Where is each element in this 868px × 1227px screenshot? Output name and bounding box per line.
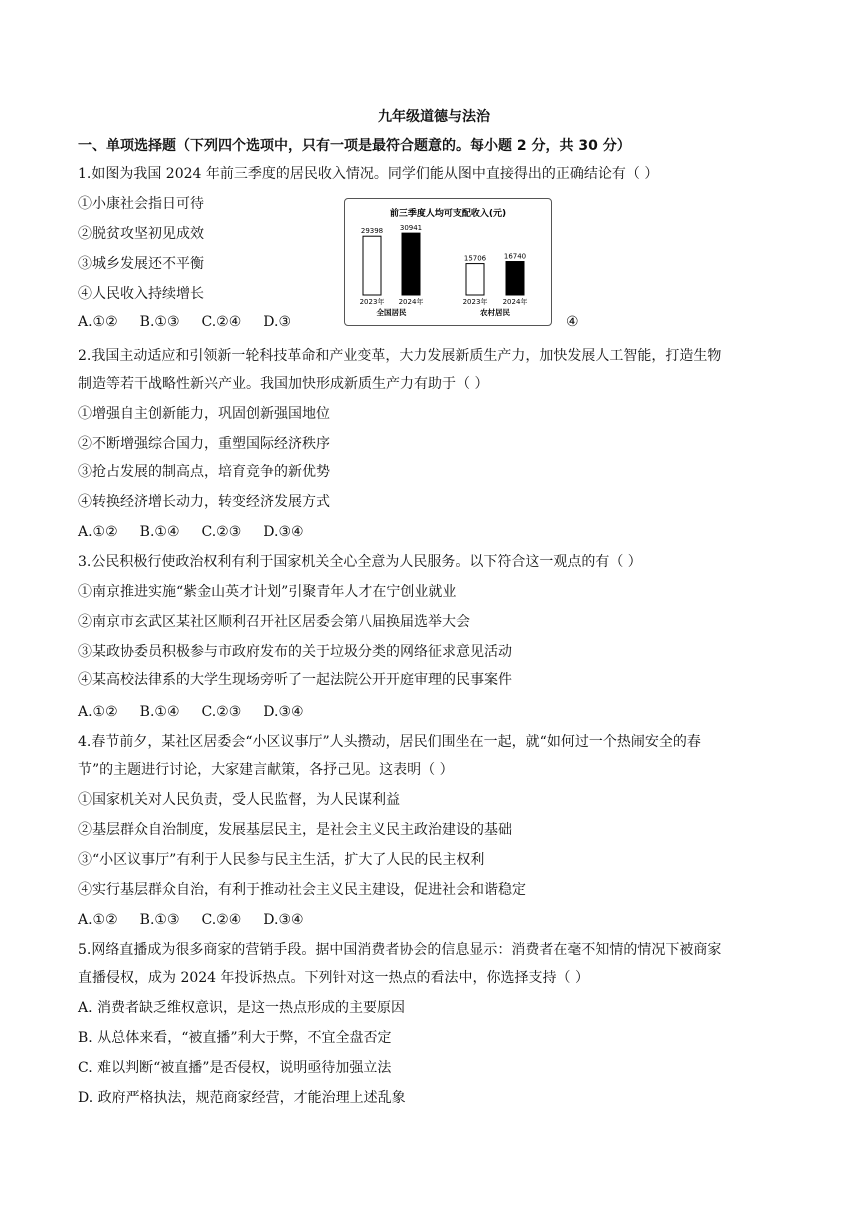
income-chart-svg bbox=[345, 199, 551, 325]
q2-options bbox=[78, 522, 326, 542]
q4-item-1: ①国家机关对人民负责，受人民监督，为人民谋利益 bbox=[78, 792, 400, 808]
income-chart bbox=[344, 198, 552, 326]
q4-item-4: ④实行基层群众自治，有利于推动社会主义民主建设，促进社会和谐稳定 bbox=[78, 882, 526, 898]
q4-stem-line1: 4.春节前夕，某社区居委会“小区议事厅”人头攒动，居民们围坐在一起，就“如何过一个热闹安全的春 bbox=[78, 734, 701, 750]
q4-option-d: D.③④ bbox=[263, 912, 304, 928]
q3-option-b: B.①④ bbox=[139, 704, 180, 720]
q3-option-a: A.①② bbox=[78, 704, 118, 720]
q5-option-d: D. 政府严格执法，规范商家经营，才能治理上述乱象 bbox=[78, 1090, 406, 1106]
q1-item-2: ②脱贫攻坚初见成效 bbox=[78, 226, 204, 242]
q3-item-2: ②南京市玄武区某社区顺利召开社区居委会第八届换届选举大会 bbox=[78, 614, 470, 630]
chart-group-label-1: 全国居民 bbox=[376, 308, 407, 317]
chart-bar-4 bbox=[506, 262, 524, 295]
chart-title: 前三季度人均可支配收入(元) bbox=[389, 209, 507, 219]
q2-option-d: D.③④ bbox=[263, 524, 304, 540]
q1-option-c: C.②④ bbox=[201, 314, 242, 330]
chart-bar-3 bbox=[466, 264, 484, 295]
q1-option-d: D.③ bbox=[263, 314, 292, 330]
q2-option-a: A.①② bbox=[78, 524, 118, 540]
q1-item-4: ④人民收入持续增长 bbox=[78, 286, 204, 302]
q1-options bbox=[78, 312, 313, 332]
q2-item-3: ③抢占发展的制高点，培育竞争的新优势 bbox=[78, 464, 330, 480]
q1-item-3: ③城乡发展还不平衡 bbox=[78, 256, 204, 272]
q2-item-4: ④转换经济增长动力，转变经济发展方式 bbox=[78, 494, 330, 510]
chart-value-label-2: 30941 bbox=[399, 224, 423, 233]
q2-option-c: C.②③ bbox=[201, 524, 242, 540]
q3-item-1: ①南京推进实施“紫金山英才计划”引聚青年人才在宁创业就业 bbox=[78, 584, 457, 600]
chart-group-label-2: 农村居民 bbox=[480, 308, 510, 317]
q2-item-2: ②不断增强综合国力，重塑国际经济秩序 bbox=[78, 436, 330, 452]
chart-bar-2 bbox=[402, 233, 420, 295]
q5-option-a: A. 消费者缺乏维权意识，是这一热点形成的主要原因 bbox=[78, 1000, 406, 1016]
q5-stem-line1: 5.网络直播成为很多商家的营销手段。据中国消费者协会的信息显示：消费者在毫不知情的情况下被商家 bbox=[78, 942, 722, 958]
q3-option-c: C.②③ bbox=[201, 704, 242, 720]
q4-item-3: ③“小区议事厅”有利于人民参与民主生活，扩大了人民的民主权利 bbox=[78, 852, 485, 868]
q5-stem-line2: 直播侵权，成为 2024 年投诉热点。下列针对这一热点的看法中，你选择支持（ ） bbox=[78, 970, 589, 986]
q1-option-d-tail: ④ bbox=[566, 314, 579, 330]
q4-option-c: C.②④ bbox=[201, 912, 242, 928]
chart-bar-1 bbox=[363, 236, 381, 295]
q1-stem: 1.如图为我国 2024 年前三季度的居民收入情况。同学们能从图中直接得出的正确结论有（ ） bbox=[78, 166, 659, 182]
q4-option-b: B.①③ bbox=[139, 912, 180, 928]
q1-option-a: A.①② bbox=[78, 314, 118, 330]
q1-option-b: B.①③ bbox=[139, 314, 180, 330]
page-title: 九年级道德与法治 bbox=[378, 109, 490, 125]
q5-option-c: C. 难以判断“被直播”是否侵权，说明亟待加强立法 bbox=[78, 1060, 392, 1076]
q3-stem: 3.公民积极行使政治权利有利于国家机关全心全意为人民服务。以下符合这一观点的有（ ） bbox=[78, 554, 642, 570]
chart-category-label-3: 2023年 bbox=[462, 298, 488, 306]
q1-item-1: ①小康社会指日可待 bbox=[78, 196, 204, 212]
q3-item-3: ③某政协委员积极参与市政府发布的关于垃圾分类的网络征求意见活动 bbox=[78, 644, 512, 660]
q2-option-b: B.①④ bbox=[139, 524, 180, 540]
chart-category-label-4: 2024年 bbox=[502, 298, 528, 306]
q5-option-b: B. 从总体来看，“被直播”利大于弊，不宜全盘否定 bbox=[78, 1030, 392, 1046]
q4-stem-line2: 节”的主题进行讨论，大家建言献策，各抒己见。这表明（ ） bbox=[78, 762, 454, 778]
chart-value-label-1: 29398 bbox=[360, 227, 384, 236]
q4-item-2: ②基层群众自治制度，发展基层民主，是社会主义民主政治建设的基础 bbox=[78, 822, 512, 838]
q2-stem-line2: 制造等若干战略性新兴产业。我国加快形成新质生产力有助于（ ） bbox=[78, 376, 489, 392]
q2-item-1: ①增强自主创新能力，巩固创新强国地位 bbox=[78, 406, 330, 422]
q3-item-4: ④某高校法律系的大学生现场旁听了一起法院公开开庭审理的民事案件 bbox=[78, 672, 512, 688]
chart-value-label-4: 16740 bbox=[503, 252, 527, 261]
chart-value-label-3: 15706 bbox=[463, 254, 487, 263]
chart-category-label-1: 2023年 bbox=[359, 298, 385, 306]
q2-stem-line1: 2.我国主动适应和引领新一轮科技革命和产业变革，大力发展新质生产力，加快发展人工智能，打造生物 bbox=[78, 348, 722, 364]
chart-category-label-2: 2024年 bbox=[398, 298, 424, 306]
q4-option-a: A.①② bbox=[78, 912, 118, 928]
q4-options bbox=[78, 910, 326, 930]
section-heading: 一、单项选择题（下列四个选项中，只有一项是最符合题意的。每小题 2 分，共 30 分） bbox=[78, 138, 631, 154]
q3-option-d: D.③④ bbox=[263, 704, 304, 720]
q3-options bbox=[78, 702, 326, 722]
